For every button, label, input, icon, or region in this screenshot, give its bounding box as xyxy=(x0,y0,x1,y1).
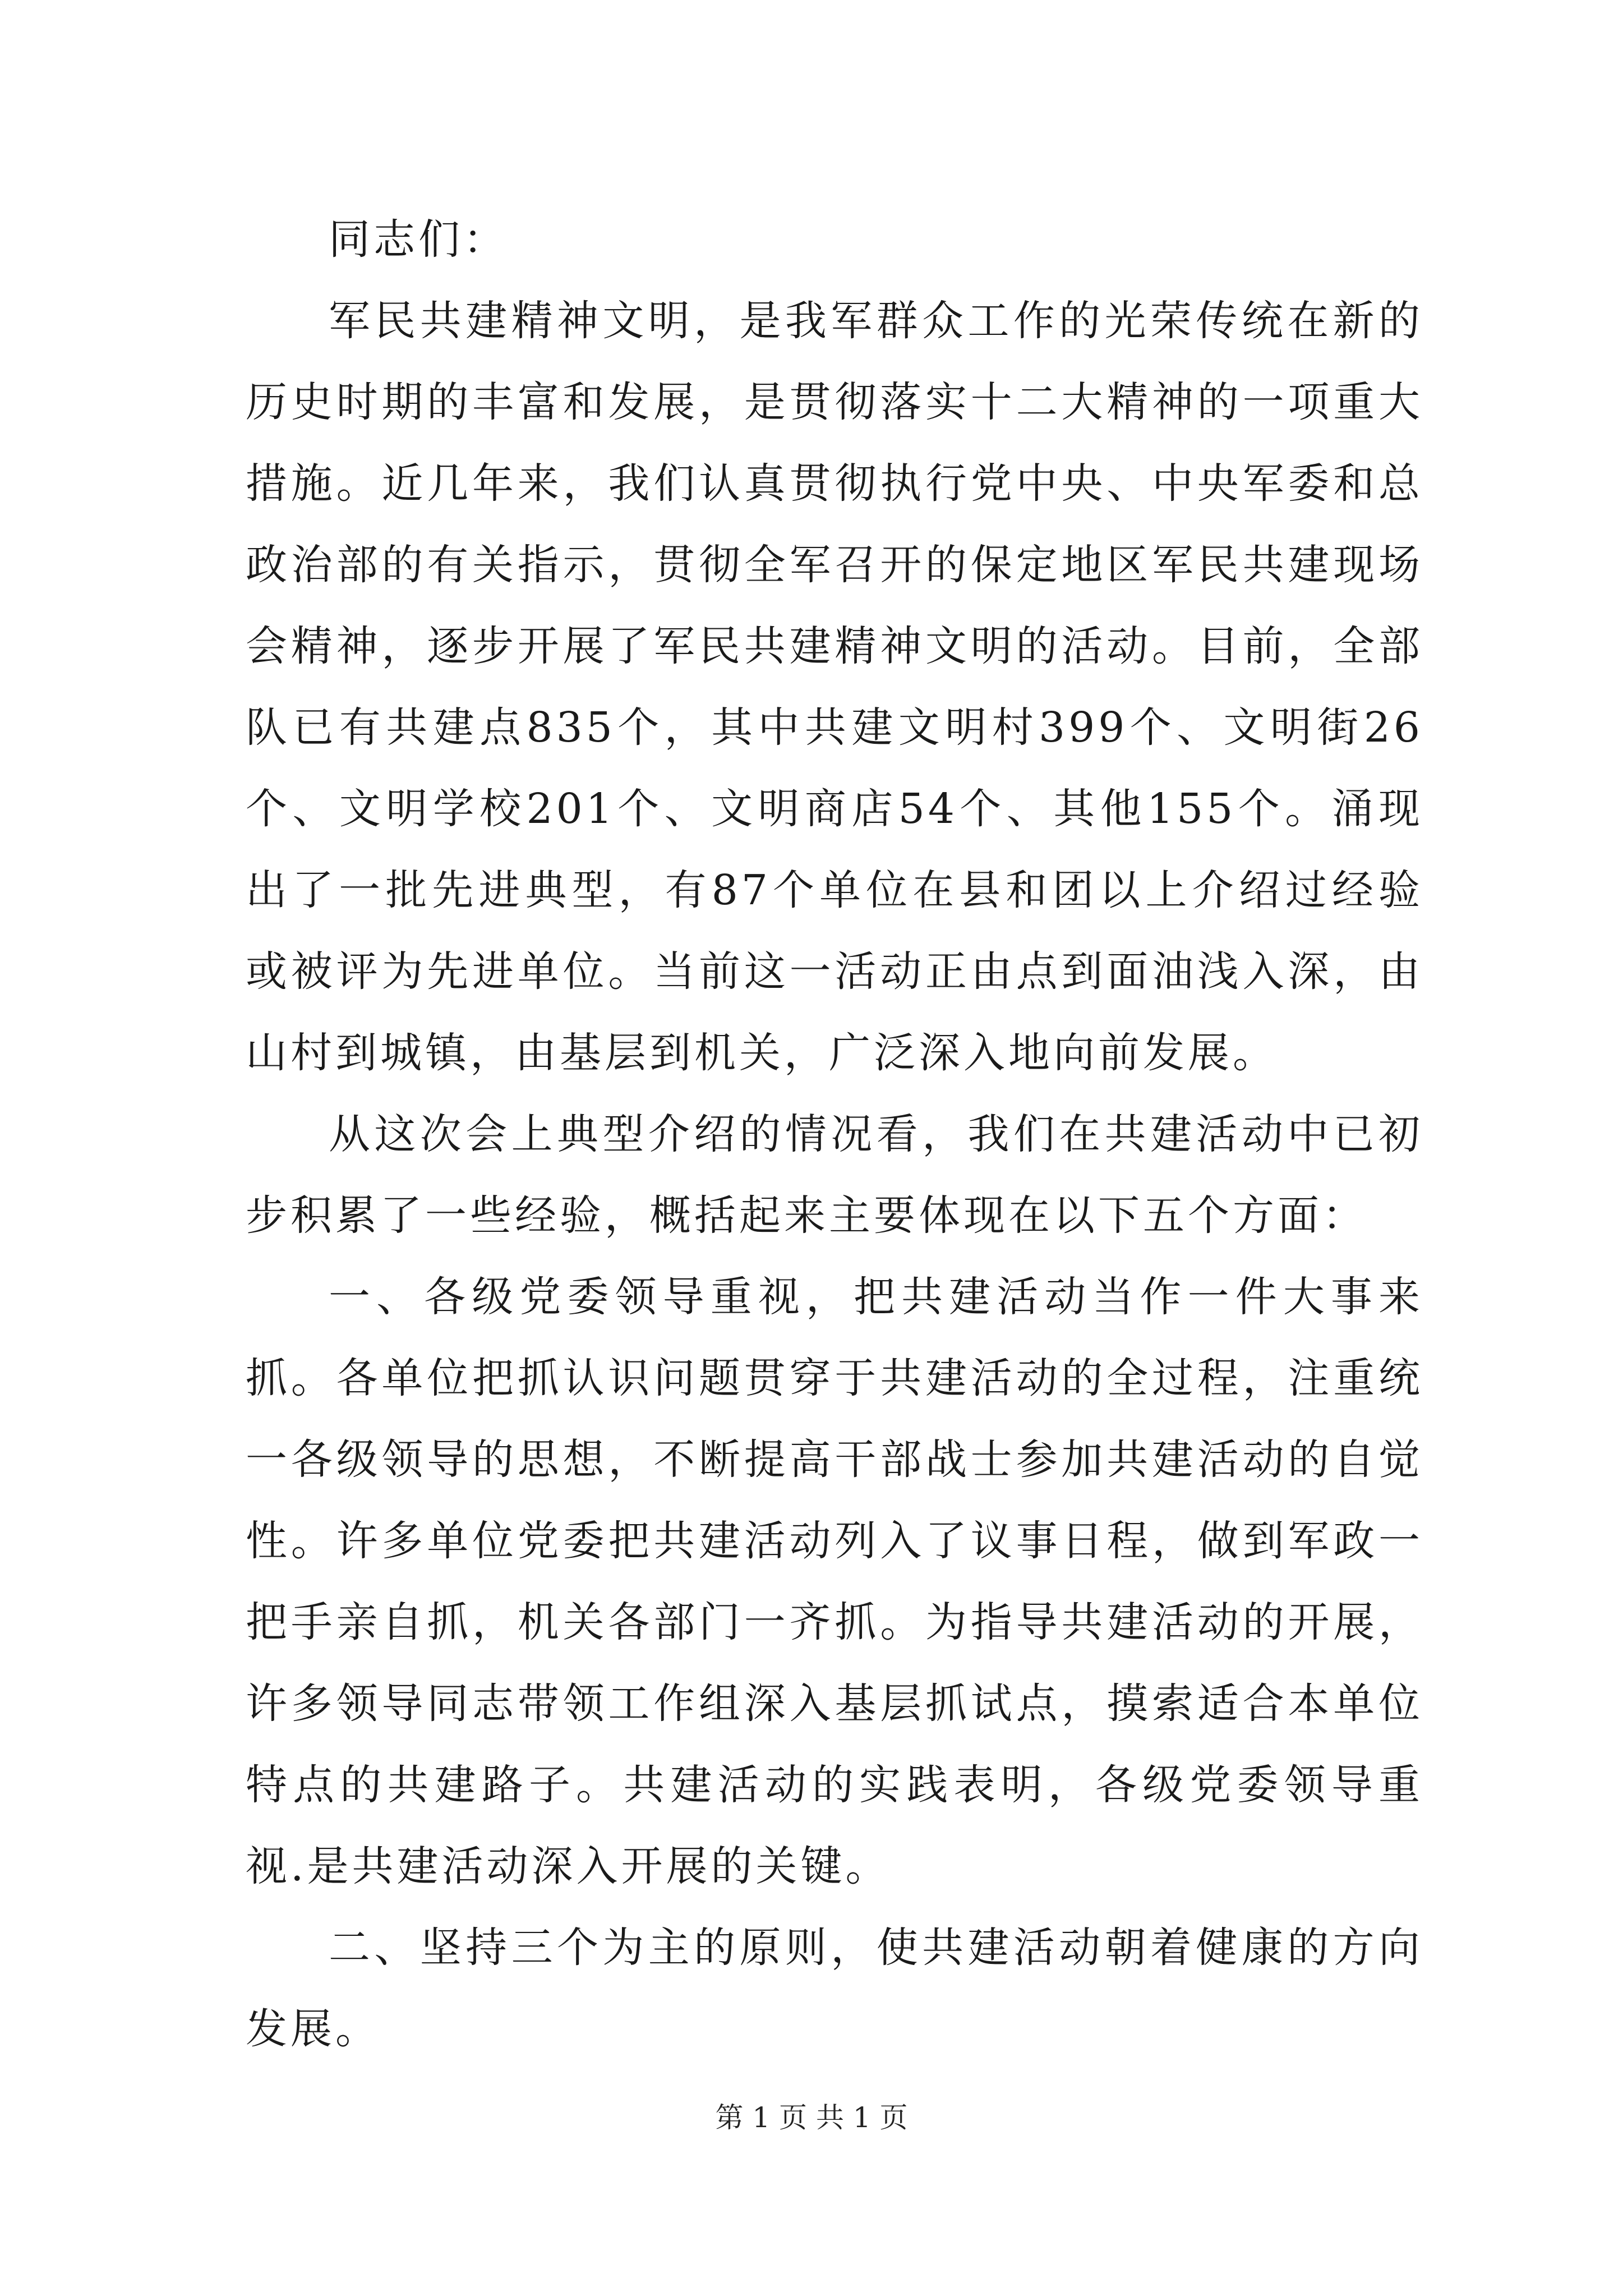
paragraph-3: 一、各级党委领导重视，把共建活动当作一件大事来抓。各单位把抓认识问题贯穿于共建活动的全过程，注重统一各级领导的思想，不断提高干部战士参加共建活动的自觉性。许多单位党委把共建活动列入了议事日程，做到军政一把手亲自抓，机关各部门一齐抓。为指导共建活动的开展，许多领导同志带领工作组深入基层抓试点，摸索适合本单位特点的共建路子。共建活动的实践表明，各级党委领导重视.是共建活动深入开展的关键。 xyxy=(246,1273,1423,1890)
salutation: 同志们： xyxy=(329,215,508,264)
document-body xyxy=(246,199,1423,2070)
paragraph-2: 从这次会上典型介绍的情况看，我们在共建活动中已初步积累了一些经验，概括起来主要体现在以下五个方面： xyxy=(246,1110,1423,1240)
page-footer: 第 1 页 共 1 页 xyxy=(715,2101,908,2134)
paragraph-4: 二、坚持三个为主的原则，使共建活动朝着健康的方向发展。 xyxy=(246,1924,1423,2053)
paragraph-1: 军民共建精神文明，是我军群众工作的光荣传统在新的历史时期的丰富和发展，是贯彻落实十二大精神的一项重大措施。近几年来，我们认真贯彻执行党中央、中央军委和总政治部的有关指示，贯彻全军召开的保定地区军民共建现场会精神，逐步开展了军民共建精神文明的活动。目前，全部队已有共建点835个，其中共建文明村399个、文明街26个、文明学校201个、文明商店54个、其他155个。涌现出了一批先进典型，有87个单位在县和团以上介绍过经验或被评为先进单位。当前这一活动正由点到面油浅入深，由山村到城镇，由基层到机关，广泛深入地向前发展。 xyxy=(246,297,1423,1077)
